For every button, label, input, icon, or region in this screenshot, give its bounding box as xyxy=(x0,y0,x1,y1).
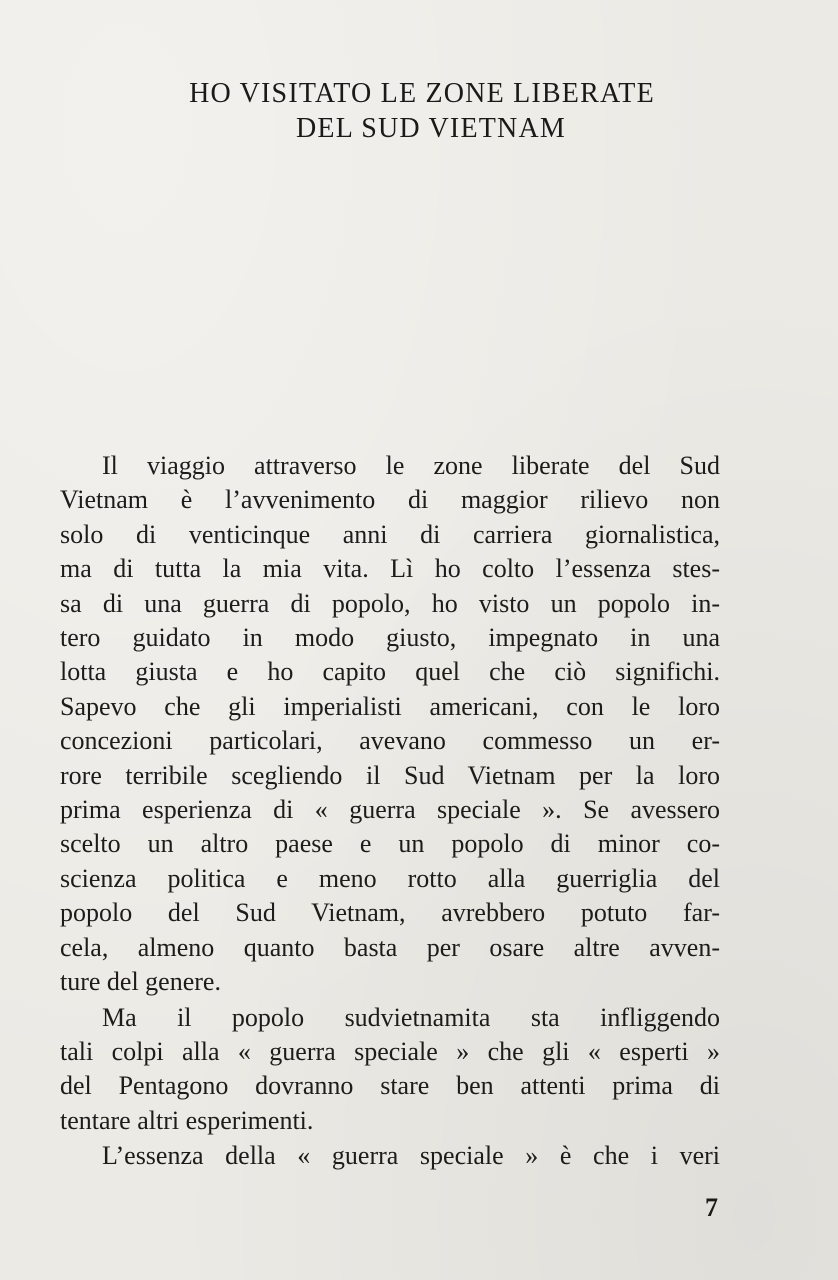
chapter-title xyxy=(0,76,838,146)
text-line: Ma il popolo sudvietnamita sta infliggendo xyxy=(102,1002,720,1032)
text-line: sa di una guerra di popolo, ho visto un popolo in- xyxy=(60,588,720,618)
text-line: L’essenza della « guerra speciale » è che i veri xyxy=(102,1141,720,1171)
chapter-title-line-2: DEL SUD VIETNAM xyxy=(296,113,566,144)
page-number: 7 xyxy=(705,1193,718,1222)
text-line: tero guidato in modo giusto, impegnato in una xyxy=(60,623,720,653)
text-line: del Pentagono dovranno stare ben attenti prima di xyxy=(60,1071,720,1101)
text-line: ma di tutta la mia vita. Lì ho colto l’essenza stes- xyxy=(60,554,720,584)
text-line: ture del genere. xyxy=(60,967,221,997)
text-line: scienza politica e meno rotto alla guerriglia del xyxy=(60,863,720,893)
text-line: lotta giusta e ho capito quel che ciò significhi. xyxy=(60,657,720,687)
text-line: tali colpi alla « guerra speciale » che gli « esperti » xyxy=(60,1036,720,1066)
text-line: prima esperienza di « guerra speciale ». Se avessero xyxy=(60,795,720,825)
text-line: scelto un altro paese e un popolo di minor co- xyxy=(60,829,720,859)
text-line: concezioni particolari, avevano commesso un er- xyxy=(60,726,720,756)
text-line: solo di venticinque anni di carriera giornalistica, xyxy=(60,519,720,549)
text-line: popolo del Sud Vietnam, avrebbero potuto far- xyxy=(60,898,720,928)
chapter-title-line-1: HO VISITATO LE ZONE LIBERATE xyxy=(189,78,655,109)
text-line: rore terribile scegliendo il Sud Vietnam per la loro xyxy=(60,760,720,790)
text-line: cela, almeno quanto basta per osare altre avven- xyxy=(60,932,720,962)
body-text xyxy=(60,449,720,1174)
text-line: Vietnam è l’avvenimento di maggior rilievo non xyxy=(60,485,720,515)
text-line: tentare altri esperimenti. xyxy=(60,1105,314,1135)
text-line: Sapevo che gli imperialisti americani, con le loro xyxy=(60,691,720,721)
text-line: Il viaggio attraverso le zone liberate del Sud xyxy=(102,451,720,480)
